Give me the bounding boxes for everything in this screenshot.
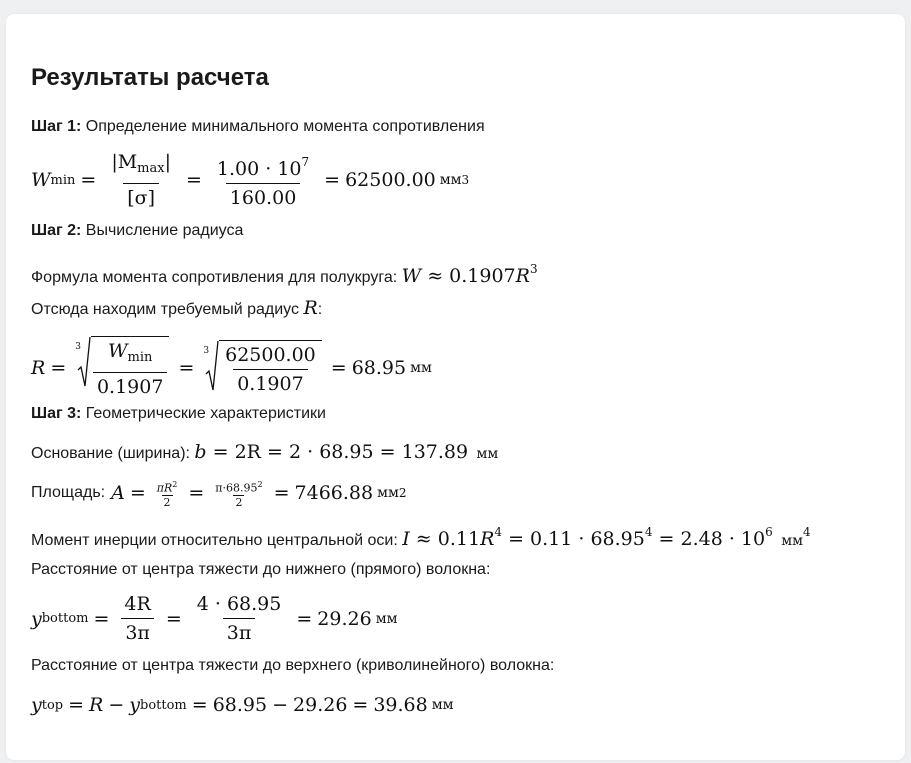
top-fiber-text-line <box>31 655 554 677</box>
semicircle-formula-line: Формула момента сопротивления для полукруга: $W \approx 0.1907R^3$ <box>31 262 538 287</box>
cube-root <box>75 336 169 399</box>
bottom-fiber-text: Расстояние от центра тяжести до нижнего (прямого) волокна: <box>31 561 491 578</box>
eq-var: R <box>515 265 530 287</box>
eq-term: 2 · 68.95 <box>289 441 374 463</box>
eq-var: A <box>111 482 125 505</box>
fraction <box>221 343 320 396</box>
colon: : <box>317 301 323 318</box>
step-2-label: Шаг 2: <box>31 222 82 239</box>
area-text: Площадь: <box>31 484 106 502</box>
fraction <box>213 150 313 210</box>
eq-numerator: πR <box>156 481 173 495</box>
root-index: 3 <box>75 342 81 352</box>
eq-numerator: 62500.00 <box>225 343 316 366</box>
eq-superscript: 3 <box>529 262 538 276</box>
eq-result: 68.95 <box>351 356 407 379</box>
top-fiber-equation: y top = R − y bottom = 68.95 − 29.26 = 39.68 мм <box>31 694 454 716</box>
eq-numerator: W <box>108 340 128 362</box>
bottom-fiber-text-line <box>31 559 490 581</box>
eq-subscript: bottom <box>140 697 187 713</box>
eq-numerator: 4 · 68.95 <box>196 593 282 615</box>
inertia-line: Момент инерции относительно центральной оси: $I \approx 0.11R^4 = 0.11 \cdot 68.95^4 = 2.48 \cdot 10^6$ $мм^4$ <box>31 525 811 550</box>
eq-superscript: 4 <box>494 525 503 539</box>
step-1-heading <box>31 116 485 138</box>
eq-numerator: |M <box>111 151 138 173</box>
eq-result: 62500.00 <box>345 169 436 191</box>
eq-var: W <box>31 169 51 191</box>
eq-unit: мм <box>377 485 399 502</box>
eq-unit: мм <box>476 446 499 462</box>
eq-superscript: 3 <box>461 173 470 187</box>
eq-unit: мм <box>410 359 432 376</box>
cube-root <box>203 340 321 396</box>
step-1-label: Шаг 1: <box>31 118 82 135</box>
eq-subscript: bottom <box>41 611 89 626</box>
eq-var: I <box>402 528 410 550</box>
eq-denominator: 0.1907 <box>93 372 167 399</box>
eq-unit: мм <box>375 610 398 627</box>
radius-equation: R = 3 $\frac{W_{min}}{0.1907}$ = 3 $\frac{62500.00}{0.1907}$ = 68.95 мм <box>31 336 432 399</box>
eq-superscript: 4 <box>802 525 811 539</box>
eq-var: R <box>31 356 46 379</box>
fraction <box>213 478 264 509</box>
fraction <box>193 592 286 645</box>
eq-numerator: 1.00 · 10 <box>216 158 302 180</box>
eq-unit: мм <box>431 697 454 713</box>
eq-var: y <box>31 694 42 716</box>
fraction <box>120 592 154 645</box>
radical-sign-icon <box>205 340 219 394</box>
eq-denominator: 0.1907 <box>233 369 307 396</box>
eq-var: b <box>194 441 207 463</box>
eq-result: 39.68 <box>373 694 428 716</box>
eq-numerator: π·68.95 <box>215 481 258 495</box>
step-2-heading <box>31 220 243 242</box>
eq-denominator: 3π <box>223 618 256 645</box>
top-fiber-text: Расстояние от центра тяжести до верхнего (криволинейного) волокна: <box>31 657 555 674</box>
find-radius-line <box>31 297 322 321</box>
root-index: 3 <box>203 345 210 356</box>
fraction <box>155 478 180 509</box>
eq-result: 2.48 · 10 <box>680 528 766 550</box>
eq-coefficient: 0.1907 <box>449 265 516 287</box>
eq-superscript: 7 <box>301 155 310 169</box>
area-line: Площадь: A = $\frac{\pi R^2}{2}$ = $\frac{\pi\cdot 68.95^2}{2}$ = 7466.88 мм 2 <box>31 480 407 509</box>
eq-denominator: 160.00 <box>226 183 300 210</box>
eq-result: 137.89 <box>401 441 469 463</box>
eq-var: y <box>129 694 140 716</box>
fraction <box>93 339 167 399</box>
eq-var: y <box>31 607 42 630</box>
eq-unit: мм <box>781 533 803 549</box>
fraction <box>107 150 175 210</box>
eq-subscript: top <box>41 697 64 713</box>
eq-unit: мм <box>439 172 462 188</box>
eq-coefficient: 0.11 <box>437 528 481 550</box>
step-1-equation: W min = $\frac{|M_{max}|}{[\sigma]}$ = $\frac{1.00 \cdot 10^7}{160.00}$ = 62500.00 мм 3 <box>31 151 470 209</box>
eq-term: 0.11 · 68.95 <box>530 528 645 550</box>
eq-denominator: 2 <box>235 495 243 509</box>
step-1-text: Определение минимального момента сопротивления <box>85 118 485 135</box>
eq-superscript: 2 <box>257 480 263 489</box>
eq-superscript: 6 <box>765 525 773 539</box>
eq-abs-bar: | <box>164 151 171 173</box>
eq-result: 7466.88 <box>294 482 374 505</box>
eq-var: R <box>89 694 104 716</box>
bottom-fiber-equation: y bottom = $\frac{4R}{3\pi}$ = $\frac{4 \cdot 68.95}{3\pi}$ = 29.26 мм <box>31 593 398 644</box>
eq-denominator: [σ] <box>123 183 159 210</box>
eq-term: 68.95 <box>212 694 268 716</box>
eq-subscript: min <box>127 350 153 365</box>
step-3-label: Шаг 3: <box>31 405 82 422</box>
eq-term: 2R <box>234 441 261 463</box>
eq-numerator: 4R <box>124 593 151 615</box>
eq-subscript: min <box>50 172 76 188</box>
formula-text: Формула момента сопротивления для полукруга: <box>31 269 398 286</box>
step-3-heading <box>31 403 326 425</box>
find-radius-text: Отсюда находим требуемый радиус <box>31 301 299 318</box>
eq-superscript: 2 <box>398 486 407 501</box>
eq-denominator: 2 <box>163 495 171 509</box>
eq-result: 29.26 <box>317 607 372 630</box>
eq-denominator: 3π <box>121 618 154 645</box>
eq-superscript: 2 <box>172 480 178 489</box>
step-2-text: Вычисление радиуса <box>85 222 244 239</box>
eq-term: 29.26 <box>293 694 348 716</box>
base-text: Основание (ширина): <box>31 445 190 462</box>
eq-var: R <box>303 297 318 319</box>
eq-var: W <box>401 265 422 287</box>
base-width-line: Основание (ширина): b = 2R = 2 · 68.95 = 137.89 мм <box>31 441 499 463</box>
eq-var: R <box>480 528 495 550</box>
results-title: Результаты расчета <box>31 64 269 91</box>
radical-sign-icon <box>77 336 91 390</box>
eq-superscript: 4 <box>644 525 653 539</box>
inertia-text: Момент инерции относительно центральной оси: <box>31 532 398 549</box>
step-3-text: Геометрические характеристики <box>85 405 326 422</box>
eq-subscript: max <box>137 161 165 176</box>
